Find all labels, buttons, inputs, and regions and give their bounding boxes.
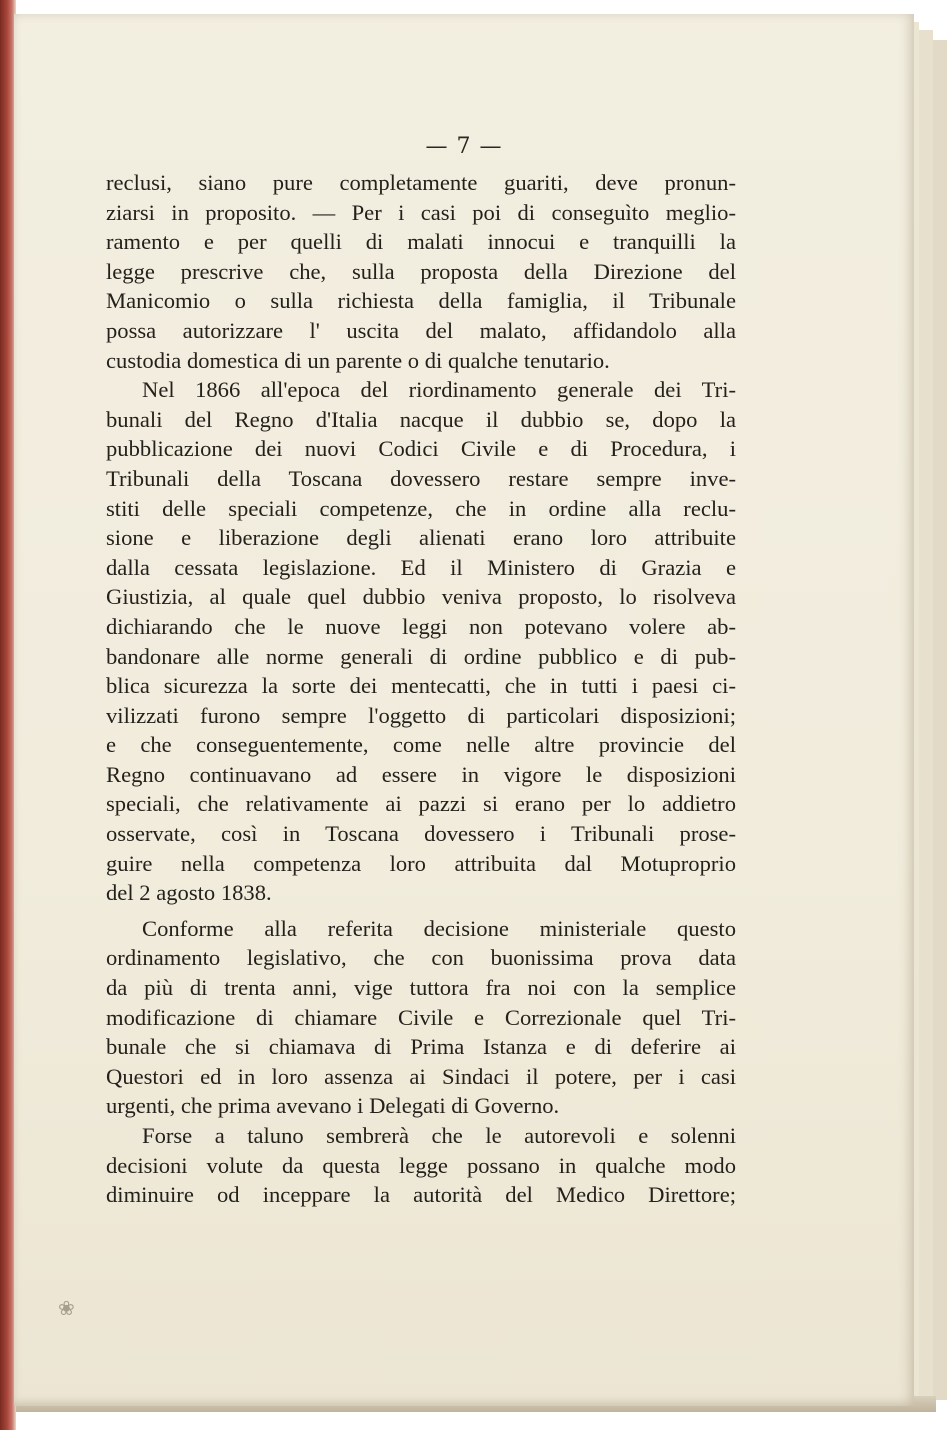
page-number: — 7 —	[425, 134, 503, 159]
library-stamp-icon: ❀	[58, 1296, 75, 1320]
text-line: Questori ed in loro assenza ai Sindaci il potere, per i casi	[106, 1063, 736, 1089]
text-line: vilizzati furono sempre l'oggetto di particolari disposizioni;	[106, 702, 736, 728]
text-line: reclusi, siano pure completamente guariti, deve pronun-	[106, 170, 736, 195]
text-line: stiti delle speciali competenze, che in ordine alla reclu-	[106, 495, 736, 521]
text-line: Manicomio o sulla richiesta della famiglia, il Tribunale	[106, 288, 736, 314]
text-line: legge prescrive che, sulla proposta della Direzione del	[106, 258, 736, 284]
text-line: bunali del Regno d'Italia nacque il dubbio se, dopo la	[106, 406, 736, 432]
text-line: Regno continuavano ad essere in vigore le disposizioni	[106, 761, 736, 787]
page-edge-stack	[932, 40, 947, 1400]
text-line: bunale che si chiamava di Prima Istanza e di deferire ai	[106, 1034, 736, 1060]
text-line: Conforme alla referita decisione ministeriale questo	[142, 915, 736, 941]
text-line: del 2 agosto 1838.	[106, 880, 272, 906]
text-line: Giustizia, al quale quel dubbio veniva proposto, lo risolveva	[106, 584, 736, 610]
text-line: sione e liberazione degli alienati erano loro attribuite	[106, 525, 736, 551]
page-sheet	[14, 14, 914, 1406]
text-line: speciali, che relativamente ai pazzi si erano per lo addietro	[106, 791, 736, 817]
text-line: decisioni volute da questa legge possano in qualche modo	[106, 1152, 736, 1178]
text-line: custodia domestica di un parente o di qualche tenutario.	[106, 347, 610, 373]
text-line: e che conseguentemente, come nelle altre provincie del	[106, 732, 736, 758]
text-line: dalla cessata legislazione. Ed il Ministero di Grazia e	[106, 554, 736, 580]
text-line: dichiarando che le nuove leggi non potevano volere ab-	[106, 613, 736, 639]
text-line: osservate, così in Toscana dovessero i Tribunali prose-	[106, 821, 736, 847]
text-line: pubblicazione dei nuovi Codici Civile e di Procedura, i	[106, 436, 736, 462]
page-edge-stack	[918, 30, 933, 1410]
text-line: modificazione di chiamare Civile e Correzionale quel Tri-	[106, 1004, 736, 1030]
text-line: guire nella competenza loro attribuita dal Motuproprio	[106, 850, 736, 876]
text-line: bandonare alle norme generali di ordine pubblico e di pub-	[106, 643, 736, 669]
text-line: ordinamento legislativo, che con buonissima prova data	[106, 945, 736, 971]
text-line: da più di trenta anni, vige tuttora fra noi con la semplice	[106, 975, 736, 1001]
text-line: Tribunali della Toscana dovessero restare sempre inve-	[106, 465, 736, 491]
text-line: ziarsi in proposito. — Per i casi poi di conseguìto meglio-	[106, 199, 736, 225]
text-line: Nel 1866 all'epoca del riordinamento generale dei Tri-	[142, 377, 736, 403]
text-line: ramento e per quelli di malati innocui e tranquilli la	[106, 229, 736, 255]
text-line: urgenti, che prima avevano i Delegati di Governo.	[106, 1093, 560, 1119]
text-line: blica sicurezza la sorte dei mentecatti, che in tutti i paesi ci-	[106, 673, 736, 699]
text-line: diminuire od inceppare la autorità del Medico Direttore;	[106, 1182, 736, 1208]
text-line: possa autorizzare l' uscita del malato, affidandolo alla	[106, 317, 736, 343]
text-line: Forse a taluno sembrerà che le autorevoli e solenni	[142, 1123, 736, 1148]
body-text	[106, 168, 736, 1210]
